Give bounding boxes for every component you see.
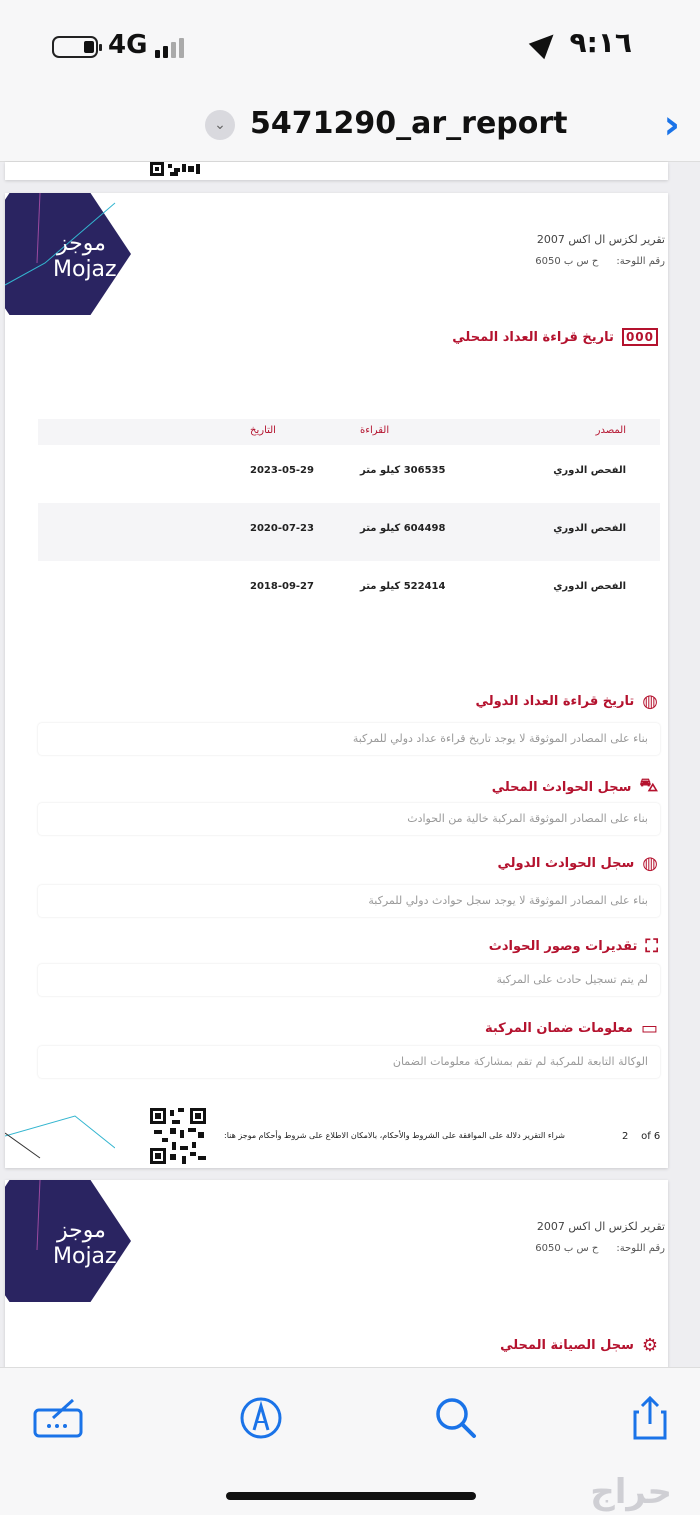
- intl-odometer-info: بناء على المصادر الموثوقة لا يوجد تاريخ قراءة عداد دولي للمركبة: [38, 723, 660, 755]
- bottom-toolbar: [0, 1367, 700, 1515]
- network-label: 4G: [108, 30, 148, 60]
- section-heading: سجل الحوادث المحلي: [491, 779, 632, 795]
- globe-car-icon: ◍: [642, 853, 658, 874]
- plate-info: [535, 1243, 665, 1254]
- section-heading: تقديرات وصور الحوادث: [488, 939, 638, 954]
- odometer-heading-text: تاريخ قراءة العداد المحلي: [452, 329, 614, 345]
- markup-icon[interactable]: [236, 1396, 286, 1440]
- odometer-icon: 000: [622, 328, 658, 346]
- odometer-heading: [452, 328, 658, 346]
- report-title: تقرير لكزس ال اكس 2007: [536, 1220, 665, 1233]
- mojaz-logo: [5, 193, 135, 318]
- col-date: التاريخ: [250, 425, 276, 436]
- logo-text-ar: موجز: [57, 231, 106, 256]
- page-total: of 6: [641, 1131, 661, 1142]
- page-current: 2: [622, 1131, 629, 1142]
- section-heading: سجل الحوادث الدولي: [497, 856, 635, 871]
- report-title: تقرير لكزس ال اكس 2007: [536, 233, 665, 246]
- cell-reading: 522414 كيلو متر: [360, 581, 446, 592]
- cell-source: الفحص الدوري: [553, 523, 626, 534]
- local-accidents-info: بناء على المصادر الموثوقة المركبة خالية من الحوادث: [38, 803, 660, 835]
- share-icon[interactable]: [625, 1396, 675, 1440]
- table-header: [38, 419, 660, 445]
- pdf-page-3: [5, 1180, 668, 1370]
- maintenance-heading: [500, 1335, 658, 1356]
- cell-source: الفحص الدوري: [553, 465, 626, 476]
- section-heading: معلومات ضمان المركبة: [484, 1021, 633, 1036]
- footer-decoration: [5, 1108, 115, 1168]
- section-heading: تاريخ قراءة العداد الدولي: [475, 694, 635, 709]
- accident-photos-info: لم يتم تسجيل حادث على المركبة: [38, 964, 660, 996]
- cell-source: الفحص الدوري: [553, 581, 626, 592]
- battery-icon: [52, 36, 98, 58]
- col-reading: القراءة: [360, 425, 390, 436]
- pdf-page-1-tail: [5, 162, 668, 180]
- pdf-page-2: [5, 193, 668, 1168]
- cell-reading: 604498 كيلو متر: [360, 523, 446, 534]
- plate-info: [535, 256, 665, 267]
- col-source: المصدر: [595, 425, 626, 436]
- section-heading: سجل الصيانة المحلي: [500, 1338, 634, 1353]
- nav-bar: [0, 90, 700, 162]
- plate-value: ح س ب 6050: [535, 1243, 599, 1254]
- plate-label: رقم اللوحة:: [616, 1243, 665, 1254]
- gear-icon: ⚙: [641, 1335, 658, 1356]
- chevron-right-icon[interactable]: ›: [663, 102, 680, 148]
- document-title[interactable]: 5471290_ar_report: [250, 106, 568, 141]
- cell-date: 2020-07-23: [250, 523, 314, 534]
- table-row: [38, 561, 660, 619]
- cell-reading: 306535 كيلو متر: [360, 465, 446, 476]
- qr-code-icon: [150, 162, 210, 180]
- home-indicator[interactable]: [226, 1492, 476, 1500]
- car-crash-icon: ⛍: [639, 775, 658, 796]
- clock: ٩:١٦: [569, 26, 632, 59]
- intl-accidents-info: بناء على المصادر الموثوقة لا يوجد سجل حوادث دولي للمركبة: [38, 885, 660, 917]
- car-photo-icon: ⛶: [645, 936, 658, 957]
- logo-text-ar: موجز: [57, 1218, 106, 1243]
- table-row: [38, 445, 660, 503]
- local-accidents-heading: [492, 775, 658, 799]
- odometer-table: [38, 419, 660, 619]
- mojaz-logo: [5, 1180, 135, 1305]
- cell-date: 2023-05-29: [250, 465, 314, 476]
- keyboard-edit-icon[interactable]: [33, 1396, 83, 1440]
- intl-odometer-heading: [476, 691, 658, 712]
- accident-photos-heading: [489, 936, 658, 957]
- warranty-heading: [485, 1018, 658, 1039]
- table-row: [38, 503, 660, 561]
- cell-date: 2018-09-27: [250, 581, 314, 592]
- certificate-icon: ▭: [640, 1018, 658, 1039]
- qr-code-icon[interactable]: [150, 1108, 206, 1164]
- footer-terms: شراء التقرير دلالة على الموافقة على الشروط والأحكام، بالامكان الاطلاع على شروط وأحكام موجز هنا:: [224, 1131, 565, 1140]
- page-number: [622, 1131, 660, 1142]
- search-icon[interactable]: [432, 1396, 482, 1440]
- signal-icon: [155, 38, 195, 58]
- chevron-down-icon[interactable]: ⌄: [205, 110, 235, 140]
- intl-accidents-heading: [497, 853, 658, 874]
- status-bar: [0, 0, 700, 90]
- location-arrow-icon: [528, 26, 561, 59]
- watermark: حراج: [590, 1472, 672, 1512]
- warranty-info: الوكالة التابعة للمركبة لم تقم بمشاركة معلومات الضمان: [38, 1046, 660, 1078]
- logo-text-en: Mojaz: [53, 257, 117, 282]
- plate-value: ح س ب 6050: [535, 256, 599, 267]
- logo-text-en: Mojaz: [53, 1244, 117, 1269]
- globe-odometer-icon: ◍: [642, 691, 658, 712]
- plate-label: رقم اللوحة:: [616, 256, 665, 267]
